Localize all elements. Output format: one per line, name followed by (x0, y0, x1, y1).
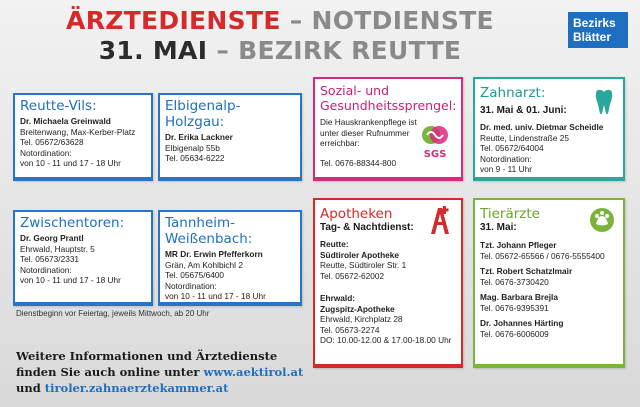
card-apotheken (313, 198, 463, 368)
title-notdienste: NOTDIENSTE (311, 6, 494, 35)
page-title-line1 (0, 6, 560, 35)
title-date: 31. MAI (98, 36, 208, 65)
title-separator: – (280, 6, 312, 35)
card-title: Zahnarzt: (480, 85, 546, 101)
address: Reutte, Lindenstraße 25 (480, 132, 570, 143)
vet-name: Mag. Barbara Brejla (480, 292, 558, 302)
doctor-name: MR Dr. Erwin Pfefferkorn (165, 249, 263, 259)
card-title: Tannheim-Weißenbach: (165, 215, 253, 247)
vet-phone: Tel. 0676-3730420 (480, 276, 549, 287)
doctor-name: Dr. med. univ. Dietmar Scheidle (480, 122, 604, 132)
info-line1: Weitere Informationen und Ärztedienste (16, 349, 278, 363)
card-zwischentoren (13, 210, 153, 306)
title-separator: – (207, 36, 239, 65)
address: Ehrwald, Hauptstr. 5 (20, 243, 95, 254)
more-info-text (16, 348, 303, 396)
card-tieraerzte (473, 198, 625, 368)
info-line2-text: finden Sie auch online unter (16, 365, 204, 379)
phone: Tel. 05673/2331 (20, 254, 80, 264)
card-title (315, 79, 461, 113)
ordination-label: Notordination: (480, 153, 532, 164)
phone: Tel. 05673-2274 (320, 324, 380, 335)
address: Reutte, Südtiroler Str. 1 (320, 260, 407, 270)
sgs-logo-text: SGS (423, 149, 447, 160)
card-title-line1: Sozial- und (320, 83, 390, 98)
doctor-name: Dr. Michaela Greinwald (20, 116, 111, 126)
address: Breitenwang, Max-Kerber-Platz (20, 126, 136, 137)
ordination-hours: von 10 - 11 und 17 - 18 Uhr (20, 158, 121, 168)
card-elbigenalp-holzgau (158, 93, 302, 181)
info-line2 (16, 364, 303, 380)
pharmacy-name: Zugspitz-Apotheke (320, 303, 395, 314)
card-title-line2: Gesundheitssprengel: (320, 98, 457, 113)
ordination-hours: von 10 - 11 und 17 - 18 Uhr (165, 291, 266, 301)
vet-name: Tzt. Robert Schatzlmair (480, 266, 573, 276)
phone: Tel. 05672/64004 (480, 143, 544, 153)
card-subtitle: 31. Mai: (480, 222, 517, 233)
info-line3 (16, 380, 303, 396)
ordination-hours: von 10 - 11 und 17 - 18 Uhr (20, 275, 121, 285)
doctor-name: Dr. Georg Prantl (20, 233, 84, 243)
doctor-name: Dr. Erika Lackner (165, 132, 233, 142)
vet-phone: Tel. 05672-65566 / 0676-5555400 (480, 250, 605, 261)
vet-phone: Tel. 0676-9395391 (480, 302, 549, 313)
vet-name: Tzt. Johann Pfleger (480, 240, 557, 250)
card-title: Elbigenalp-Holzgau: (165, 98, 241, 130)
card-subtitle: 31. Mai & 01. Juni: (480, 105, 567, 116)
address: Ehrwald, Kirchplatz 28 (320, 314, 403, 324)
zahnaerztekammer-link[interactable]: tiroler.zahnaerztekammer.at (44, 381, 229, 395)
pharmacy-name: Südtiroler Apotheke (320, 249, 399, 260)
pharmacy-location: Reutte: (320, 239, 349, 249)
card-title: Apotheken (320, 206, 393, 222)
card-title: Reutte-Vils: (20, 98, 97, 114)
bezirksblaetter-logo (568, 12, 628, 48)
address: Grän, Am Kohlbichl 2 (165, 259, 243, 270)
info-line: unter dieser Rufnummer (320, 127, 410, 138)
logo-line2: Blätter (573, 30, 612, 44)
address: Elbigenalp 55b (165, 142, 220, 153)
sgs-logo-icon (417, 123, 453, 163)
ordination-label: Notordination: (165, 280, 217, 291)
logo-line1: Bezirks (573, 16, 616, 30)
card-title: Zwischentoren: (20, 215, 125, 231)
card-tannheim-weissenbach (158, 210, 302, 306)
phone: Tel. 05634-6222 (165, 153, 225, 163)
info-line: Die Hauskrankenpflege ist (320, 117, 417, 127)
info-line: erreichbar: (320, 138, 360, 148)
card-title: Tierärzte (480, 206, 540, 222)
ordination-label: Notordination: (20, 147, 72, 158)
card-subtitle: Tag- & Nachtdienst: (320, 222, 414, 233)
phone: Tel. 05672/63628 (20, 137, 84, 147)
card-zahnarzt (473, 77, 625, 181)
info-line3-text: und (16, 381, 45, 395)
card-reutte-vils (13, 93, 153, 181)
card-sozial-gesundheitssprengel (313, 77, 463, 181)
tooth-icon (593, 89, 615, 117)
footnote: Dienstbeginn vor Feiertag, jeweils Mittwoch, ab 20 Uhr (16, 309, 210, 318)
vet-phone: Tel. 0676-6006009 (480, 328, 549, 339)
veterinary-icon (589, 206, 615, 234)
apotheke-a-icon (429, 206, 451, 236)
title-aerztedienste: ÄRZTEDIENSTE (66, 6, 281, 35)
pharmacy-location: Ehrwald: (320, 293, 356, 303)
aektirol-link[interactable]: www.aektirol.at (203, 365, 304, 379)
phone: Tel. 05672-62002 (320, 270, 385, 281)
phone: Tel. 0676-88344-800 (320, 157, 397, 168)
phone: Tel. 05675/6400 (165, 270, 225, 280)
page-title-line2 (0, 36, 560, 65)
ordination-hours: von 9 - 11 Uhr (480, 164, 532, 174)
ordination-label: Notordination: (20, 264, 72, 275)
vet-name: Dr. Johannes Härting (480, 318, 564, 328)
opening-hours: DO: 10.00-12.00 & 17.00-18.00 Uhr (320, 335, 452, 345)
title-district: BEZIRK REUTTE (238, 36, 462, 65)
